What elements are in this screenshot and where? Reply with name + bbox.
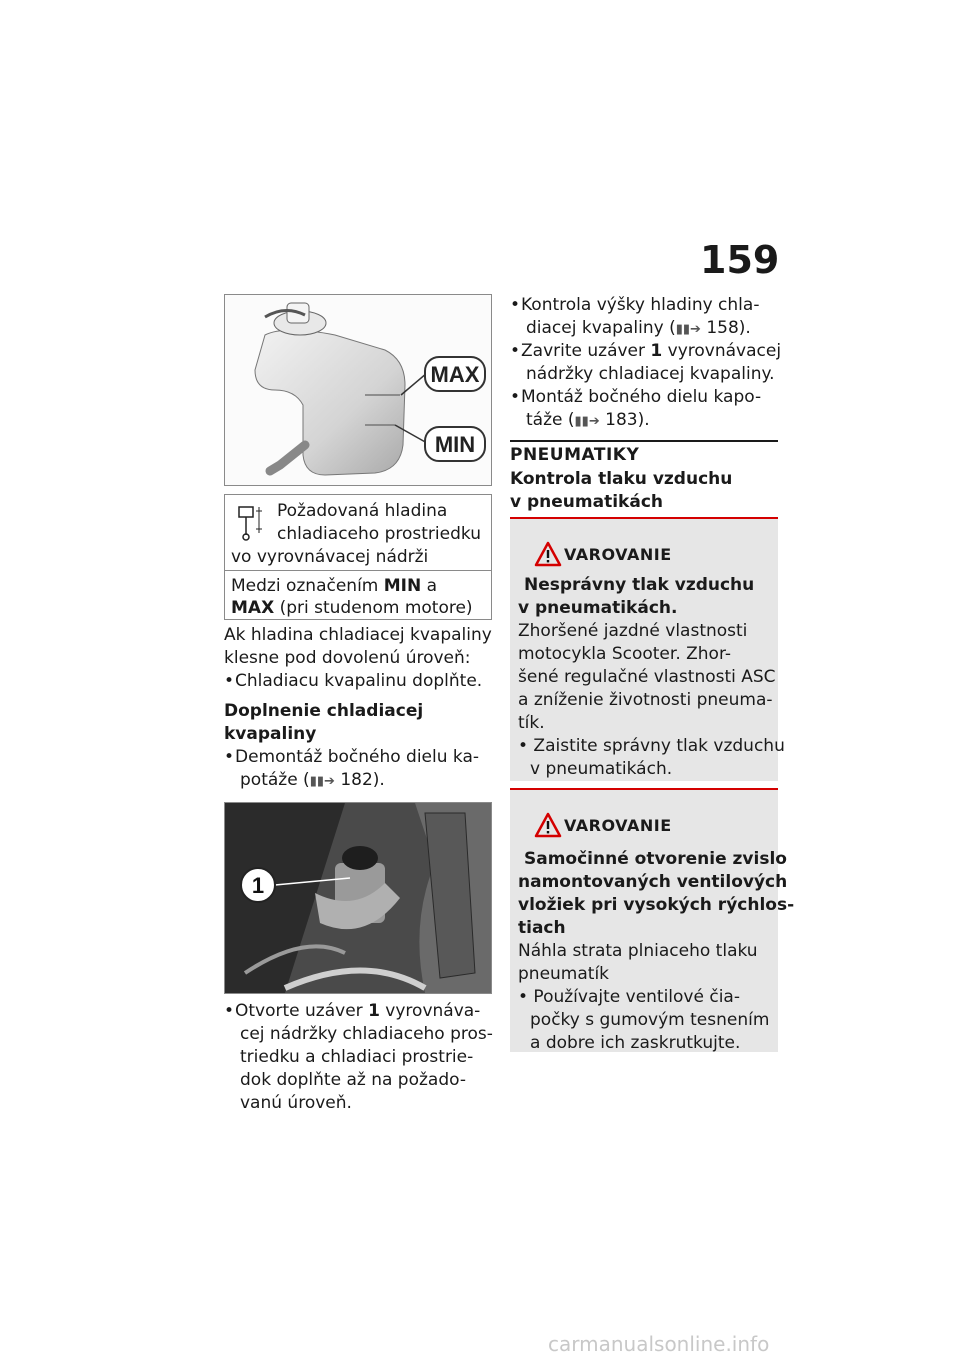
list-item-text xyxy=(235,1000,480,1023)
coolant-level-icon xyxy=(235,503,265,543)
list-item-text: Kontrola výšky hladiny chla- xyxy=(521,295,760,315)
list-item-text xyxy=(526,317,751,341)
list-item-text-part: Otvorte uzáver xyxy=(235,1001,369,1021)
list-item-text xyxy=(240,769,385,793)
heading-line: Doplnenie chladiacej xyxy=(224,701,424,721)
warning-action-line: • Používajte ventilové čia- xyxy=(518,987,740,1007)
warning-heading-line: tiach xyxy=(518,918,566,938)
warning-heading-line: Samočinné otvorenie zvislo xyxy=(524,849,787,869)
intro-paragraph xyxy=(224,624,492,670)
section-title: PNEUMATIKY xyxy=(510,440,778,465)
engine-compartment-figure xyxy=(224,802,492,994)
warning-title: VAROVANIE xyxy=(564,545,672,564)
subsection-heading xyxy=(510,468,732,514)
warning-heading-line: v pneumatikách. xyxy=(518,598,678,618)
warning-action-line: počky s gumovým tesnením xyxy=(530,1010,770,1030)
warning-header xyxy=(510,812,778,842)
coolant-reservoir-figure xyxy=(224,294,492,486)
coolant-level-info-box xyxy=(224,494,492,620)
list-item-text: cej nádržky chladiaceho pros- xyxy=(240,1024,493,1044)
list-item-text-part: vyrovnáva- xyxy=(379,1001,481,1021)
info-value-text: Medzi označením xyxy=(231,576,384,596)
warning-text-line: a zníženie životnosti pneuma- xyxy=(518,690,773,710)
info-box-header xyxy=(225,495,491,571)
list-item-text: triedku a chladiaci prostrie- xyxy=(240,1047,474,1067)
bullet-dot: • xyxy=(510,295,521,315)
list-item-text: Chladiacu kvapalinu doplňte. xyxy=(235,671,483,691)
coolant-reservoir-illustration xyxy=(225,295,491,485)
warning-box-tire-pressure xyxy=(510,517,785,781)
warning-text-line: Zhoršené jazdné vlastnosti xyxy=(518,621,748,641)
bullet-dot: • xyxy=(224,1001,235,1021)
page-reference-arrow-icon: ▮▮➔ xyxy=(675,322,701,337)
heading-line: kvapaliny xyxy=(224,724,317,744)
info-box-value xyxy=(231,575,489,619)
warning-text-line: pneumatík xyxy=(518,964,610,984)
list-item-text: nádržky chladiacej kvapaliny. xyxy=(526,364,775,384)
warning-title: VAROVANIE xyxy=(564,816,672,835)
warning-heading-line: namontovaných ventilových xyxy=(518,872,788,892)
info-value-min: MIN xyxy=(383,576,422,596)
info-title-line: chladiaceho prostriedku xyxy=(277,524,481,544)
warning-triangle-icon xyxy=(534,812,562,838)
info-value-text: (pri studenom motore) xyxy=(274,598,473,618)
bullet-dot: • xyxy=(224,671,235,691)
list-item-text xyxy=(521,340,781,363)
callout-reference: 1 xyxy=(650,341,663,361)
page-reference[interactable]: 158). xyxy=(706,318,751,338)
warning-action-line: v pneumatikách. xyxy=(530,759,673,779)
warning-text-line: Náhla strata plniaceho tlaku xyxy=(518,941,758,961)
section-heading xyxy=(224,700,423,746)
bullet-dot: • xyxy=(510,387,521,407)
page-reference-arrow-icon: ▮▮➔ xyxy=(574,414,600,429)
list-item-text-part: Zavrite uzáver xyxy=(521,341,651,361)
list-item-text-part: potáže ( xyxy=(240,770,310,790)
info-title-line: vo vyrovnávacej nádrži xyxy=(231,547,429,567)
bullet-dot: • xyxy=(510,341,521,361)
warning-heading-line: vložiek pri vysokých rýchlos- xyxy=(518,895,795,915)
heading-line: v pneumatikách xyxy=(510,492,663,512)
list-item-text: dok doplňte až na požado- xyxy=(240,1070,466,1090)
list-item-text: Montáž bočného dielu kapo- xyxy=(521,387,762,407)
page-number: 159 xyxy=(700,238,780,282)
warning-text-line: tík. xyxy=(518,713,545,733)
warning-box-valve-inserts xyxy=(510,788,795,1053)
list-item-text: vanú úroveň. xyxy=(240,1093,352,1113)
callout-reference: 1 xyxy=(368,1001,380,1021)
list-item-text: Demontáž bočného dielu ka- xyxy=(235,747,480,767)
list-item-text-part: diacej kvapaliny ( xyxy=(526,318,676,338)
info-title-line: Požadovaná hladina xyxy=(277,501,448,521)
list-item-text-part: táže ( xyxy=(526,410,575,430)
info-box-title xyxy=(277,500,481,546)
info-value-max: MAX xyxy=(231,598,275,618)
max-label: MAX xyxy=(430,362,480,387)
info-value-text: a xyxy=(421,576,438,596)
paragraph-line: Ak hladina chladiacej kvapaliny xyxy=(224,625,492,645)
engine-compartment-illustration xyxy=(225,803,491,993)
warning-heading-line: Nesprávny tlak vzduchu xyxy=(524,575,755,595)
paragraph-line: klesne pod dovolenú úroveň: xyxy=(224,648,471,668)
callout-1-label: 1 xyxy=(251,873,265,898)
footer-watermark: carmanualsonline.info xyxy=(548,1332,770,1356)
warning-action-line: • Zaistite správny tlak vzduchu xyxy=(518,736,785,756)
list-item-text-part: vyrovnávacej xyxy=(662,341,782,361)
list-item-continuation xyxy=(240,1023,493,1115)
page-reference-arrow-icon: ▮▮➔ xyxy=(309,774,335,789)
warning-text-line: motocykla Scooter. Zhor- xyxy=(518,644,731,664)
warning-text-line: šené regulačné vlastnosti ASC xyxy=(518,667,776,687)
bullet-dot: • xyxy=(224,747,235,767)
warning-header xyxy=(510,541,778,571)
heading-line: Kontrola tlaku vzduchu xyxy=(510,469,733,489)
list-item-text xyxy=(526,409,650,433)
page-reference[interactable]: 182). xyxy=(340,770,385,790)
page-reference[interactable]: 183). xyxy=(605,410,650,430)
warning-triangle-icon xyxy=(534,541,562,567)
warning-action-line: a dobre ich zaskrutkujte. xyxy=(530,1033,741,1053)
min-label: MIN xyxy=(434,432,476,457)
